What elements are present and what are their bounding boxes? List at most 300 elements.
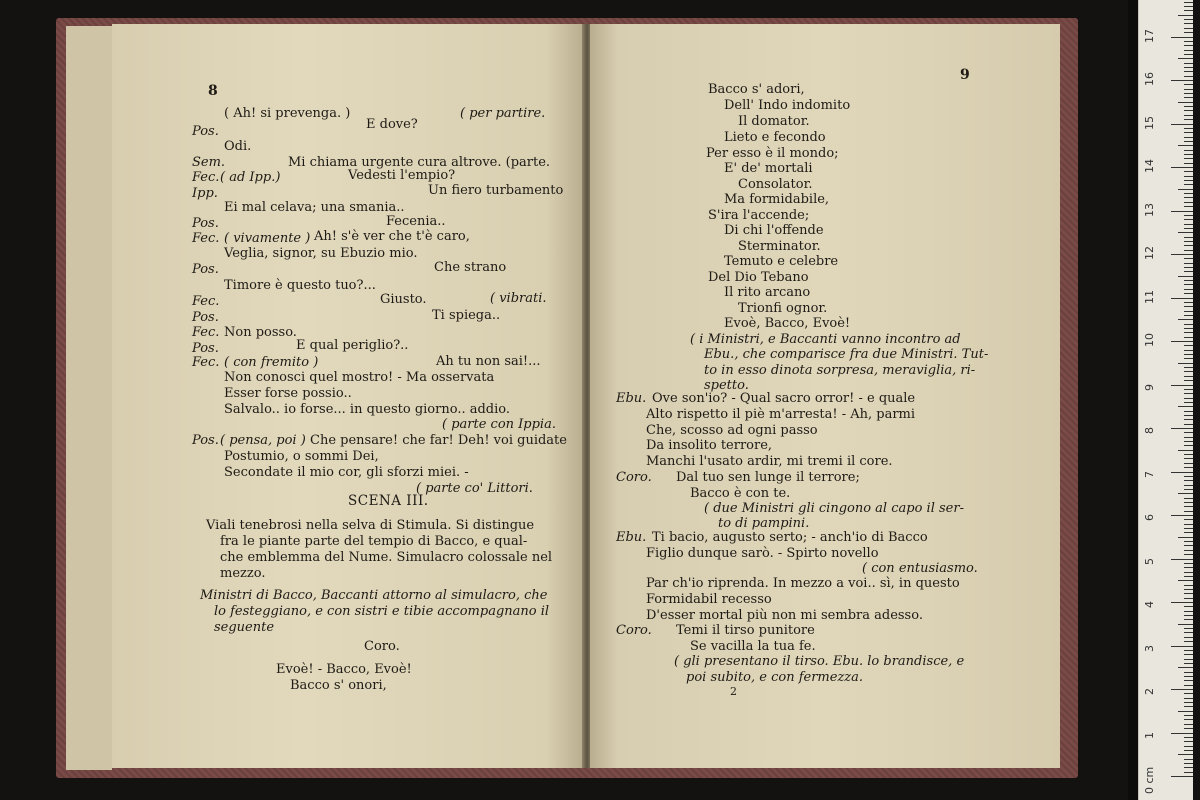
ruler-tick — [1184, 741, 1193, 742]
description-line: Viali tenebrosi nella selva di Stimula. Si distingue — [206, 518, 535, 533]
ruler-tick — [1184, 193, 1193, 194]
ruler-tick — [1178, 145, 1193, 146]
text-line: ( con fremito ) — [224, 355, 319, 370]
ruler-tick — [1184, 206, 1193, 207]
ruler-label: 5 — [1143, 557, 1156, 565]
text-line: ( gli presentano il tirso. Ebu. lo brandisce, e — [674, 654, 965, 669]
text-line: Che pensare! che far! Deh! voi guidate — [310, 433, 567, 448]
ruler-tick — [1184, 97, 1193, 98]
ruler-tick — [1184, 241, 1193, 242]
ruler-tick — [1184, 358, 1193, 359]
ruler-tick — [1178, 189, 1193, 190]
text-line: Ti bacio, augusto serto; - anch'io di Bacco — [652, 530, 928, 545]
speaker-label: Fec. — [192, 170, 220, 185]
ruler-tick — [1184, 685, 1193, 686]
speaker-label: Fec. — [192, 355, 220, 370]
ruler-tick — [1184, 115, 1193, 116]
ruler-tick — [1171, 80, 1193, 81]
ruler-tick — [1184, 6, 1193, 7]
text-line: Par ch'io riprenda. In mezzo a voi.. sì, in questo — [646, 576, 960, 591]
ruler-tick — [1184, 237, 1193, 238]
stage-direction-line: seguente — [214, 620, 275, 635]
ruler-tick — [1184, 250, 1193, 251]
ruler-tick — [1184, 63, 1193, 64]
ruler-tick — [1184, 128, 1193, 129]
ruler-tick — [1178, 406, 1193, 407]
ruler-tick — [1184, 615, 1193, 616]
ruler-tick — [1184, 328, 1193, 329]
ruler-label: 3 — [1143, 644, 1156, 652]
ruler-tick — [1184, 345, 1193, 346]
ruler-tick — [1184, 67, 1193, 68]
ruler-tick — [1184, 524, 1193, 525]
ruler-label: 11 — [1143, 289, 1156, 304]
ruler-tick — [1171, 733, 1193, 734]
text-line: Consolator. — [738, 177, 813, 192]
text-line: E qual periglio?.. — [296, 338, 409, 353]
text-line: Un fiero turbamento — [428, 183, 564, 198]
ruler-tick — [1184, 119, 1193, 120]
speaker-label: Pos. — [192, 433, 219, 448]
text-line: Bacco s' adori, — [708, 82, 805, 97]
ruler-tick — [1184, 411, 1193, 412]
ruler-tick — [1171, 515, 1193, 516]
text-line: Trionfi ognor. — [738, 301, 828, 316]
ruler-tick — [1171, 298, 1193, 299]
ruler-tick — [1184, 197, 1193, 198]
text-line: Giusto. — [380, 292, 427, 307]
ruler-tick — [1184, 141, 1193, 142]
ruler-label: 17 — [1143, 28, 1156, 43]
ruler-tick — [1184, 746, 1193, 747]
ruler-tick — [1184, 606, 1193, 607]
ruler-label: 6 — [1143, 514, 1156, 521]
ruler-tick — [1184, 245, 1193, 246]
text-line: ( Ah! si prevenga. ) — [224, 106, 351, 121]
ruler-tick — [1184, 506, 1193, 507]
text-line: Timore è questo tuo?... — [224, 278, 376, 293]
ruler-tick — [1171, 472, 1193, 473]
ruler-tick — [1178, 711, 1193, 712]
ruler-tick — [1184, 289, 1193, 290]
ruler-tick — [1171, 211, 1193, 212]
ruler-tick — [1184, 498, 1193, 499]
ruler-tick — [1178, 319, 1193, 320]
text-line: ( ad Ipp.) — [220, 170, 281, 185]
text-line: Ah! s'è ver che t'è caro, — [314, 229, 470, 244]
text-line: Lieto e fecondo — [724, 130, 826, 145]
ruler-tick — [1184, 663, 1193, 664]
text-line: Dal tuo sen lunge il terrore; — [676, 470, 860, 485]
ruler-tick — [1184, 215, 1193, 216]
ruler-tick — [1184, 702, 1193, 703]
text-line: Sterminator. — [738, 239, 821, 254]
ruler-tick — [1184, 419, 1193, 420]
stage-direction-line: lo festeggiano, e con sistri e tibie accompagnano il — [214, 604, 550, 619]
ruler-tick — [1184, 228, 1193, 229]
ruler-tick — [1184, 698, 1193, 699]
ruler-tick — [1178, 232, 1193, 233]
text-line: Postumio, o sommi Dei, — [224, 449, 379, 464]
ruler-label: 8 — [1143, 427, 1156, 434]
ruler-tick — [1184, 398, 1193, 399]
binding-strip — [66, 26, 112, 770]
text-line: Vedesti l'empio? — [348, 168, 456, 183]
ruler-tick — [1184, 28, 1193, 29]
ruler-tick — [1184, 132, 1193, 133]
ruler-tick — [1184, 541, 1193, 542]
speaker-label: Fec. — [192, 294, 220, 309]
ruler-tick — [1178, 276, 1193, 277]
ruler-tick — [1184, 389, 1193, 390]
ruler-tick — [1184, 532, 1193, 533]
speaker-label: Fec. — [192, 231, 220, 246]
ruler-tick — [1184, 84, 1193, 85]
scene-heading: SCENA III. — [348, 493, 429, 509]
ruler-tick — [1184, 576, 1193, 577]
ruler-tick — [1184, 550, 1193, 551]
ruler-tick — [1184, 611, 1193, 612]
speaker-label: Pos. — [192, 216, 219, 231]
text-line: ( per partire. — [460, 106, 546, 121]
text-line: Manchi l'usato ardir, mi tremi il core. — [646, 454, 893, 469]
ruler-tick — [1184, 258, 1193, 259]
ruler-tick — [1184, 641, 1193, 642]
ruler-tick — [1184, 528, 1193, 529]
ruler-tick — [1184, 2, 1193, 3]
ruler-tick — [1184, 337, 1193, 338]
ruler-tick — [1184, 676, 1193, 677]
ruler-tick — [1171, 254, 1193, 255]
text-line: D'esser mortal più non mi sembra adesso. — [646, 608, 923, 623]
text-line: Ebu., che comparisce fra due Ministri. Tut- — [704, 347, 989, 362]
ruler-tick — [1184, 154, 1193, 155]
ruler-label: 2 — [1143, 688, 1156, 695]
right-page — [590, 24, 1060, 768]
ruler-tick — [1184, 476, 1193, 477]
ruler-tick — [1184, 332, 1193, 333]
ruler-tick — [1171, 341, 1193, 342]
text-line: poi subito, e con fermezza. — [686, 670, 864, 685]
ruler-label: 1 — [1143, 731, 1156, 739]
ruler-tick — [1184, 572, 1193, 573]
ruler-tick — [1184, 772, 1193, 773]
text-line: Non posso. — [224, 325, 297, 340]
ruler-tick — [1184, 10, 1193, 11]
ruler-tick — [1184, 454, 1193, 455]
ruler-tick — [1171, 124, 1193, 125]
ruler-tick — [1184, 737, 1193, 738]
ruler-label: 9 — [1143, 383, 1156, 391]
text-line: E' de' mortali — [724, 161, 813, 176]
ruler-tick — [1171, 385, 1193, 386]
ruler-tick — [1184, 480, 1193, 481]
ruler-tick — [1184, 271, 1193, 272]
text-line: Ei mal celava; una smania.. — [224, 200, 405, 215]
ruler-tick — [1184, 315, 1193, 316]
text-line: Alto rispetto il piè m'arresta! - Ah, parmi — [646, 407, 916, 422]
ruler-tick — [1184, 171, 1193, 172]
measuring-ruler — [1138, 0, 1193, 800]
page-number-left: 8 — [208, 83, 218, 99]
ruler-tick — [1184, 32, 1193, 33]
ruler-tick — [1184, 554, 1193, 555]
ruler-tick — [1178, 363, 1193, 364]
ruler-tick — [1184, 485, 1193, 486]
text-line: Di chi l'offende — [724, 223, 824, 238]
ruler-tick — [1184, 650, 1193, 651]
text-line: Per esso è il mondo; — [706, 146, 839, 161]
speaker-label: Sem. — [192, 155, 226, 170]
ruler-tick — [1171, 37, 1193, 38]
text-line: ( vibrati. — [490, 291, 547, 306]
ruler-tick — [1184, 350, 1193, 351]
text-line: ( parte co' Littori. — [416, 481, 533, 496]
ruler-tick — [1184, 371, 1193, 372]
ruler-tick — [1184, 519, 1193, 520]
text-line: Non conosci quel mostro! - Ma osservata — [224, 370, 495, 385]
ruler-tick — [1184, 224, 1193, 225]
description-line: mezzo. — [220, 566, 266, 581]
ruler-tick — [1184, 502, 1193, 503]
ruler-tick — [1184, 163, 1193, 164]
text-line: Se vacilla la tua fe. — [690, 639, 816, 654]
speaker-label: Ipp. — [192, 186, 218, 201]
text-line: ( i Ministri, e Baccanti vanno incontro ad — [690, 332, 961, 347]
ruler-tick — [1184, 184, 1193, 185]
text-line: Temuto e celebre — [724, 254, 839, 269]
ruler-tick — [1184, 393, 1193, 394]
coro-line: Evoè! - Bacco, Evoè! — [276, 662, 412, 677]
text-line: ( due Ministri gli cingono al capo il ser- — [704, 501, 964, 516]
ruler-tick — [1184, 54, 1193, 55]
ruler-tick — [1171, 689, 1193, 690]
speaker-label: Pos. — [192, 124, 219, 139]
ruler-tick — [1184, 632, 1193, 633]
text-line: spetto. — [704, 378, 749, 393]
text-line: Che, scosso ad ogni passo — [646, 423, 818, 438]
ruler-tick — [1184, 45, 1193, 46]
ruler-tick — [1171, 167, 1193, 168]
ruler-tick — [1184, 180, 1193, 181]
ruler-tick — [1178, 624, 1193, 625]
ruler-tick — [1184, 659, 1193, 660]
ruler-tick — [1184, 71, 1193, 72]
ruler-label: 13 — [1143, 202, 1156, 217]
speaker-label: Pos. — [192, 310, 219, 325]
ruler-tick — [1184, 158, 1193, 159]
text-line: ( vivamente ) — [224, 231, 311, 246]
text-line: Dell' Indo indomito — [724, 98, 851, 113]
text-line: to in esso dinota sorpresa, meraviglia, ri- — [704, 363, 976, 378]
text-line: ( parte con Ippia. — [442, 417, 556, 432]
ruler-label: 0 cm — [1143, 766, 1156, 794]
ruler-tick — [1178, 754, 1193, 755]
ruler-tick — [1184, 589, 1193, 590]
text-line: ( pensa, poi ) — [220, 433, 306, 448]
ruler-tick — [1184, 680, 1193, 681]
ruler-tick — [1178, 15, 1193, 16]
ruler-tick — [1184, 441, 1193, 442]
ruler-tick — [1184, 150, 1193, 151]
speaker-label: Coro. — [616, 470, 652, 485]
ruler-tick — [1184, 263, 1193, 264]
text-line: Ma formidabile, — [724, 192, 830, 207]
ruler-tick — [1178, 102, 1193, 103]
ruler-tick — [1184, 402, 1193, 403]
ruler-tick — [1184, 585, 1193, 586]
ruler-tick — [1184, 654, 1193, 655]
text-line: Il domator. — [738, 114, 810, 129]
ruler-tick — [1178, 667, 1193, 668]
ruler-tick — [1184, 432, 1193, 433]
ruler-tick — [1184, 619, 1193, 620]
ruler-tick — [1184, 759, 1193, 760]
text-line: Bacco è con te. — [690, 486, 791, 501]
text-line: Formidabil recesso — [646, 592, 772, 607]
text-line: Del Dio Tebano — [708, 270, 809, 285]
ruler-tick — [1184, 267, 1193, 268]
ruler-tick — [1184, 93, 1193, 94]
ruler-tick — [1184, 567, 1193, 568]
text-line: Ah tu non sai!... — [436, 354, 541, 369]
ruler-tick — [1184, 463, 1193, 464]
ruler-tick — [1184, 545, 1193, 546]
ruler-tick — [1184, 110, 1193, 111]
ruler-tick — [1171, 428, 1193, 429]
ruler-tick — [1171, 602, 1193, 603]
text-line: Salvalo.. io forse... in questo giorno.. addio. — [224, 402, 510, 417]
ruler-tick — [1184, 311, 1193, 312]
ruler-tick — [1184, 458, 1193, 459]
stage-direction-line: Ministri di Bacco, Baccanti attorno al simulacro, che — [200, 588, 548, 603]
ruler-label: 7 — [1143, 470, 1156, 478]
text-line: Ti spiega.. — [432, 308, 501, 323]
ruler-tick — [1184, 724, 1193, 725]
ruler-tick — [1171, 559, 1193, 560]
coro-line: Bacco s' onori, — [290, 678, 387, 693]
ruler-tick — [1184, 23, 1193, 24]
text-line: Ove son'io? - Qual sacro orror! - e quale — [652, 391, 916, 406]
ruler-tick — [1184, 628, 1193, 629]
speaker-label: Pos. — [192, 262, 219, 277]
ruler-tick — [1184, 489, 1193, 490]
ruler-tick — [1184, 706, 1193, 707]
ruler-tick — [1184, 176, 1193, 177]
ruler-tick — [1184, 693, 1193, 694]
ruler-tick — [1184, 137, 1193, 138]
ruler-tick — [1184, 280, 1193, 281]
ruler-shadow — [1128, 0, 1138, 800]
ruler-tick — [1184, 380, 1193, 381]
ruler-tick — [1178, 493, 1193, 494]
ruler-tick — [1184, 219, 1193, 220]
ruler-tick — [1184, 719, 1193, 720]
ruler-tick — [1184, 467, 1193, 468]
text-line: Veglia, signor, su Ebuzio mio. — [224, 246, 418, 261]
ruler-tick — [1184, 89, 1193, 90]
ruler-tick — [1184, 367, 1193, 368]
ruler-tick — [1171, 776, 1193, 777]
ruler-tick — [1184, 324, 1193, 325]
text-line: Figlio dunque sarò. - Spirto novello — [646, 546, 879, 561]
ruler-tick — [1184, 750, 1193, 751]
ruler-tick — [1184, 415, 1193, 416]
ruler-label: 10 — [1143, 333, 1156, 347]
speaker-label: Pos. — [192, 341, 219, 356]
text-line: Che strano — [434, 260, 507, 275]
ruler-tick — [1184, 424, 1193, 425]
text-line: Odi. — [224, 139, 252, 154]
text-line: Esser forse possio.. — [224, 386, 352, 401]
text-line: Temi il tirso punitore — [676, 623, 815, 638]
speaker-label: Coro. — [616, 623, 652, 638]
description-line: fra le piante parte del tempio di Bacco, e qual- — [220, 534, 528, 549]
ruler-label: 14 — [1143, 159, 1156, 173]
text-line: Il rito arcano — [724, 285, 811, 300]
ruler-tick — [1184, 293, 1193, 294]
page-number-right: 9 — [960, 67, 970, 83]
ruler-tick — [1184, 41, 1193, 42]
ruler-tick — [1184, 767, 1193, 768]
ruler-tick — [1178, 537, 1193, 538]
ruler-tick — [1184, 763, 1193, 764]
ruler-tick — [1178, 450, 1193, 451]
ruler-tick — [1184, 354, 1193, 355]
ruler-label: 12 — [1143, 246, 1156, 260]
text-line: to di pampini. — [718, 516, 810, 531]
text-line: ( con entusiasmo. — [862, 561, 978, 576]
ruler-tick — [1184, 306, 1193, 307]
ruler-tick — [1184, 19, 1193, 20]
ruler-tick — [1184, 672, 1193, 673]
speaker-label: Ebu. — [616, 530, 647, 545]
ruler-label: 16 — [1143, 72, 1156, 86]
ruler-label: 4 — [1143, 601, 1156, 608]
signature-mark: 2 — [730, 685, 737, 698]
text-line: Evoè, Bacco, Evoè! — [724, 316, 851, 331]
ruler-tick — [1184, 598, 1193, 599]
text-line: Fecenia.. — [386, 214, 446, 229]
ruler-tick — [1184, 563, 1193, 564]
left-page — [112, 24, 584, 768]
text-line: E dove? — [366, 117, 418, 132]
text-line: Secondate il mio cor, gli sforzi miei. - — [224, 465, 469, 480]
speaker-label: Fec. — [192, 325, 220, 340]
ruler-tick — [1184, 593, 1193, 594]
ruler-tick — [1184, 511, 1193, 512]
ruler-tick — [1184, 50, 1193, 51]
ruler-tick — [1171, 646, 1193, 647]
description-line: che emblemma del Nume. Simulacro colossale nel — [220, 550, 553, 565]
ruler-tick — [1184, 106, 1193, 107]
ruler-tick — [1184, 637, 1193, 638]
ruler-tick — [1184, 302, 1193, 303]
ruler-tick — [1184, 445, 1193, 446]
ruler-tick — [1184, 728, 1193, 729]
ruler-tick — [1184, 437, 1193, 438]
coro-heading: Coro. — [364, 639, 400, 654]
ruler-tick — [1178, 580, 1193, 581]
ruler-label: 15 — [1143, 115, 1156, 130]
text-line: Mi chiama urgente cura altrove. (parte. — [288, 155, 551, 170]
speaker-label: Ebu. — [616, 391, 647, 406]
text-line: S'ira l'accende; — [708, 208, 810, 223]
ruler-tick — [1184, 284, 1193, 285]
ruler-tick — [1184, 76, 1193, 77]
ruler-tick — [1184, 202, 1193, 203]
ruler-tick — [1178, 58, 1193, 59]
